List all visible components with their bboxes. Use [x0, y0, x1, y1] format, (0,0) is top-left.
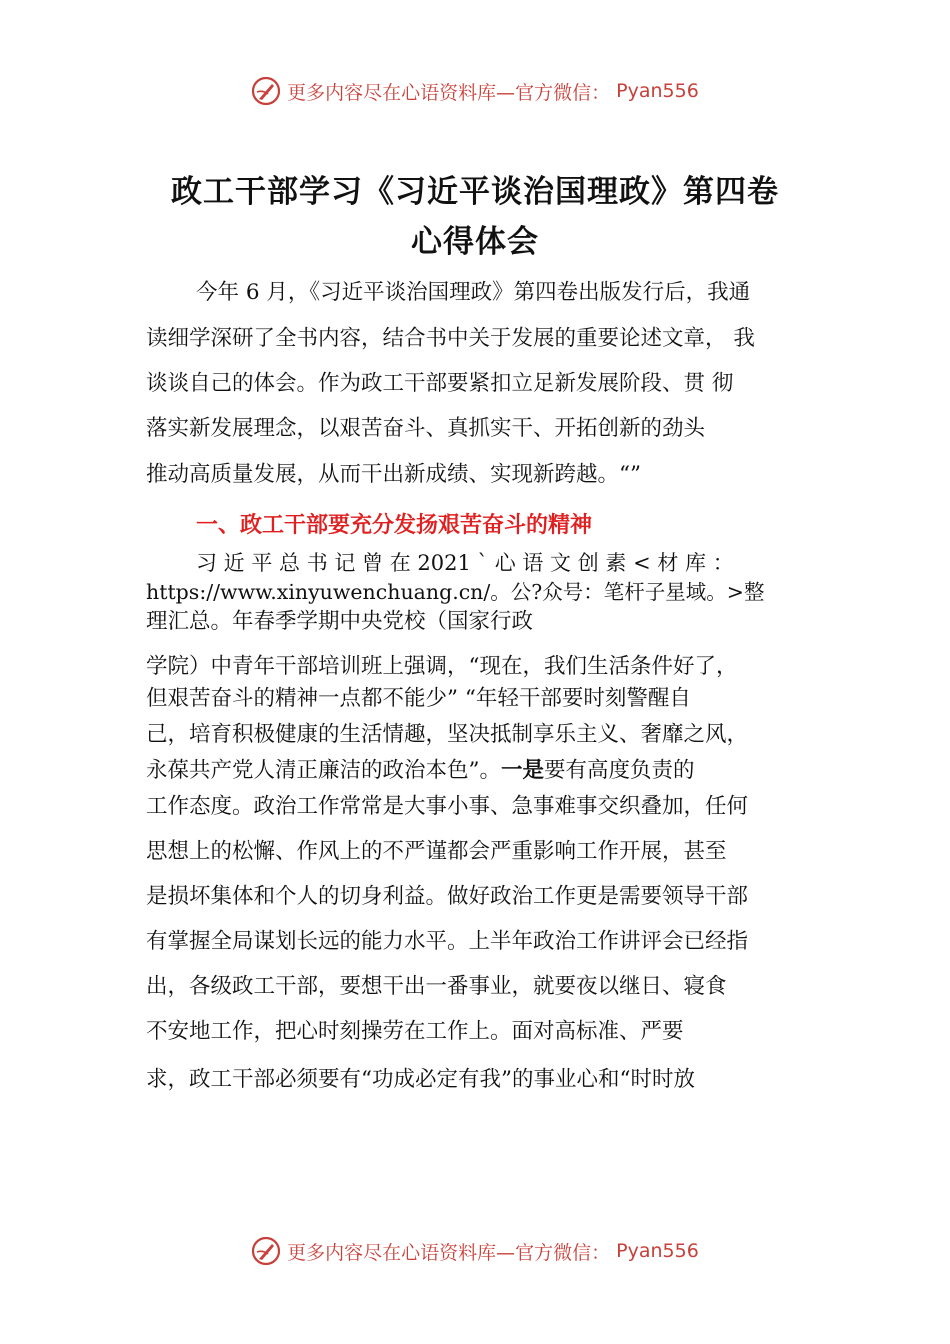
quill-logo-icon	[251, 1236, 281, 1266]
footer-banner-text: 更多内容尽在心语资料库—官方微信：	[287, 1241, 611, 1264]
paragraph-2-line-5: 但艰苦奋斗的精神一点都不能少” “年轻干部要时刻警醒自	[146, 686, 691, 711]
paragraph-3-line-3: 是损坏集体和个人的切身利益。做好政治工作更是需要领导干部	[146, 884, 749, 909]
paragraph-2-line-2: https://www.xinyuwenchuang.cn/。公?众号：笔杆子星域。>整	[146, 580, 765, 604]
paragraph-2-line-7-text: 永葆共产党人清正廉洁的政治本色”。	[146, 758, 501, 783]
paragraph-1-line-2: 读细学深研了全书内容，结合书中关于发展的重要论述文章， 我	[146, 326, 755, 351]
banner-text: 更多内容尽在心语资料库—官方微信：	[287, 81, 611, 104]
paragraph-3-line-4: 有掌握全局谋划长远的能力水平。上半年政治工作讲评会已经指	[146, 929, 749, 954]
paragraph-3-line-6: 不安地工作，把心时刻操劳在工作上。面对高标准、严要	[146, 1019, 684, 1044]
document-title-line-2: 心得体会	[411, 224, 539, 260]
document-title-line-1: 政工干部学习《习近平谈治国理政》第四卷	[171, 174, 779, 210]
paragraph-1-line-4: 落实新发展理念，以艰苦奋斗、真抓实干、开拓创新的劲头	[146, 416, 706, 441]
paragraph-1-line-5: 推动高质量发展，从而干出新成绩、实现新跨越。“”	[146, 462, 641, 487]
paragraph-1-line-3: 谈谈自己的体会。作为政工干部要紧扣立足新发展阶段、贯 彻	[146, 371, 734, 396]
paragraph-2-line-3: 理汇总。年春季学期中央党校（国家行政	[146, 609, 534, 634]
footer-banner	[0, 1236, 950, 1266]
emphasis-yi-shi: 一是	[501, 758, 545, 783]
paragraph-2-line-6: 己，培育积极健康的生活情趣，坚决抵制享乐主义、奢靡之风，	[146, 722, 749, 747]
paragraph-3-line-7: 求，政工干部必须要有“功成必定有我”的事业心和“时时放	[146, 1067, 695, 1092]
paragraph-2-line-4: 学院）中青年干部培训班上强调，“现在，我们生活条件好了，	[146, 654, 738, 679]
paragraph-2-line-7	[146, 760, 695, 782]
paragraph-2-line-1: 习 近 平 总 书 记 曾 在 2021 ` 心 语 文 创 素 < 材 库 ：	[196, 551, 734, 575]
paragraph-1-line-1: 今年 6 月，《习近平谈治国理政》第四卷出版发行后，我通	[196, 280, 751, 305]
paragraph-3-line-5: 出，各级政工干部，要想干出一番事业，就要夜以继日、寝食	[146, 974, 727, 999]
paragraph-3-line-2: 思想上的松懈、作风上的不严谨都会严重影响工作开展，甚至	[146, 839, 727, 864]
paragraph-2-line-7-tail: 要有高度负责的	[544, 758, 695, 783]
banner-handle: Pyan556	[616, 80, 699, 102]
section-heading: 一、政工干部要充分发扬艰苦奋斗的精神	[196, 513, 593, 538]
quill-logo-icon	[251, 76, 281, 106]
footer-banner-handle: Pyan556	[616, 1240, 699, 1262]
paragraph-3-line-1: 工作态度。政治工作常常是大事小事、急事难事交织叠加，任何	[146, 794, 749, 819]
header-banner	[0, 76, 950, 106]
